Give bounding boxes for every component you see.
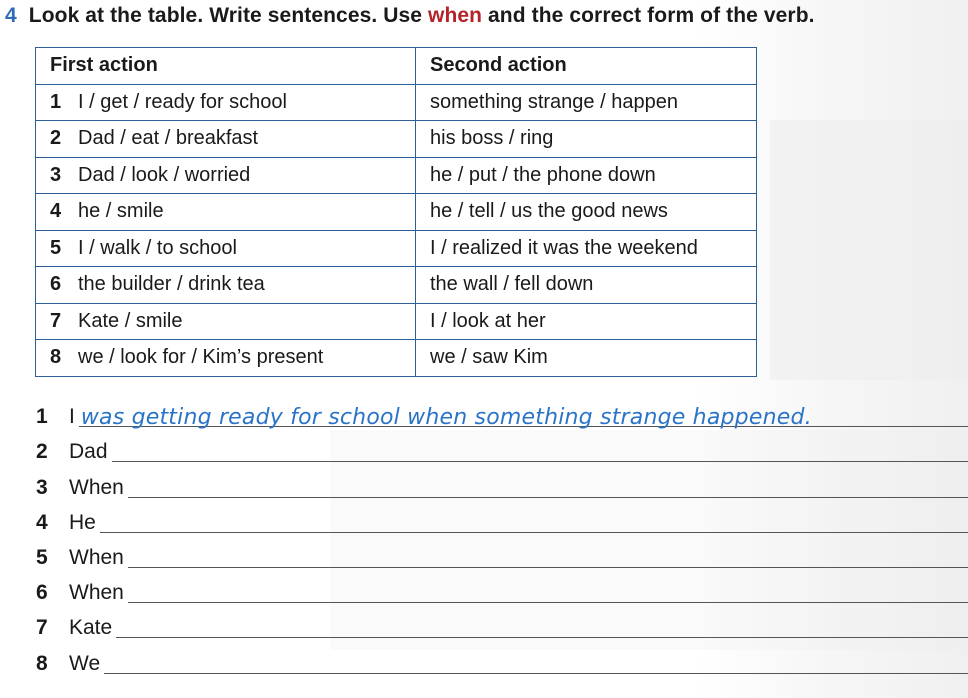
table-row	[36, 194, 757, 231]
second-action-cell: he / put / the phone down	[416, 157, 757, 194]
answer-prompt: I	[69, 405, 75, 429]
background-show-through	[770, 120, 968, 380]
instruction-text-after: and the correct form of the verb.	[488, 4, 815, 27]
answer-line	[36, 574, 968, 609]
row-number: 4	[50, 200, 62, 223]
row-number: 2	[50, 127, 62, 150]
answer-line	[36, 539, 968, 574]
answer-number: 3	[36, 475, 48, 499]
answer-field[interactable]	[100, 508, 968, 533]
answer-field[interactable]	[116, 613, 968, 638]
actions-table	[35, 47, 757, 377]
answer-line	[36, 644, 968, 679]
second-action-cell: I / realized it was the weekend	[416, 230, 757, 267]
second-action-cell: something strange / happen	[416, 84, 757, 121]
first-action-cell	[36, 230, 416, 267]
table-row	[36, 267, 757, 304]
first-action-cell	[36, 84, 416, 121]
first-action-cell	[36, 340, 416, 377]
first-action-text: he / smile	[78, 200, 164, 223]
table-row	[36, 121, 757, 158]
table-row	[36, 230, 757, 267]
first-action-cell	[36, 157, 416, 194]
second-action-cell: we / saw Kim	[416, 340, 757, 377]
answer-number: 1	[36, 405, 48, 429]
answer-number: 4	[36, 510, 48, 534]
answer-prompt: When	[69, 581, 124, 605]
table-row	[36, 84, 757, 121]
table-header-row	[36, 48, 757, 85]
first-action-text: we / look for / Kim’s present	[78, 346, 324, 369]
answer-number: 6	[36, 581, 48, 605]
row-number: 6	[50, 273, 62, 296]
first-action-text: the builder / drink tea	[78, 273, 265, 296]
answer-number: 8	[36, 651, 48, 675]
row-number: 1	[50, 90, 62, 113]
table-row	[36, 157, 757, 194]
row-number: 3	[50, 163, 62, 186]
answer-field[interactable]	[128, 578, 968, 603]
first-action-cell	[36, 267, 416, 304]
answer-field[interactable]	[128, 543, 968, 568]
table-row	[36, 303, 757, 340]
answer-line	[36, 398, 968, 433]
first-action-text: Dad / eat / breakfast	[78, 127, 259, 150]
second-action-cell: the wall / fell down	[416, 267, 757, 304]
answer-prompt: When	[69, 475, 124, 499]
answer-number: 5	[36, 545, 48, 569]
exercise-number: 4	[5, 4, 17, 27]
answer-prompt: We	[69, 651, 101, 675]
exercise-instruction	[5, 4, 815, 28]
answer-field[interactable]	[112, 437, 968, 462]
answer-number: 2	[36, 440, 48, 464]
answer-prompt: Kate	[69, 616, 113, 640]
answer-field[interactable]	[128, 473, 968, 498]
first-action-cell	[36, 303, 416, 340]
first-action-text: I / get / ready for school	[78, 90, 287, 113]
second-action-cell: I / look at her	[416, 303, 757, 340]
second-action-cell: he / tell / us the good news	[416, 194, 757, 231]
first-action-text: I / walk / to school	[78, 236, 237, 259]
answer-line	[36, 504, 968, 539]
answer-prompt: Dad	[69, 440, 108, 464]
row-number: 7	[50, 309, 62, 332]
answer-line	[36, 433, 968, 468]
handwritten-answer: was getting ready for school when something strange happened.	[80, 405, 812, 431]
answer-field[interactable]	[79, 402, 968, 431]
second-action-cell: his boss / ring	[416, 121, 757, 158]
first-action-text: Dad / look / worried	[78, 163, 251, 186]
answer-number: 7	[36, 616, 48, 640]
first-action-cell	[36, 121, 416, 158]
instruction-keyword: when	[428, 4, 483, 27]
answer-line	[36, 468, 968, 503]
row-number: 8	[50, 346, 62, 369]
answer-prompt: He	[69, 510, 96, 534]
answer-lines	[36, 398, 968, 680]
row-number: 5	[50, 236, 62, 259]
answer-prompt: When	[69, 545, 124, 569]
answer-field[interactable]	[104, 649, 968, 674]
header-second-action: Second action	[416, 48, 757, 85]
instruction-text-before: Look at the table. Write sentences. Use	[28, 4, 423, 27]
header-first-action: First action	[36, 48, 416, 85]
first-action-cell	[36, 194, 416, 231]
table-row	[36, 340, 757, 377]
answer-line	[36, 609, 968, 644]
first-action-text: Kate / smile	[78, 309, 183, 332]
